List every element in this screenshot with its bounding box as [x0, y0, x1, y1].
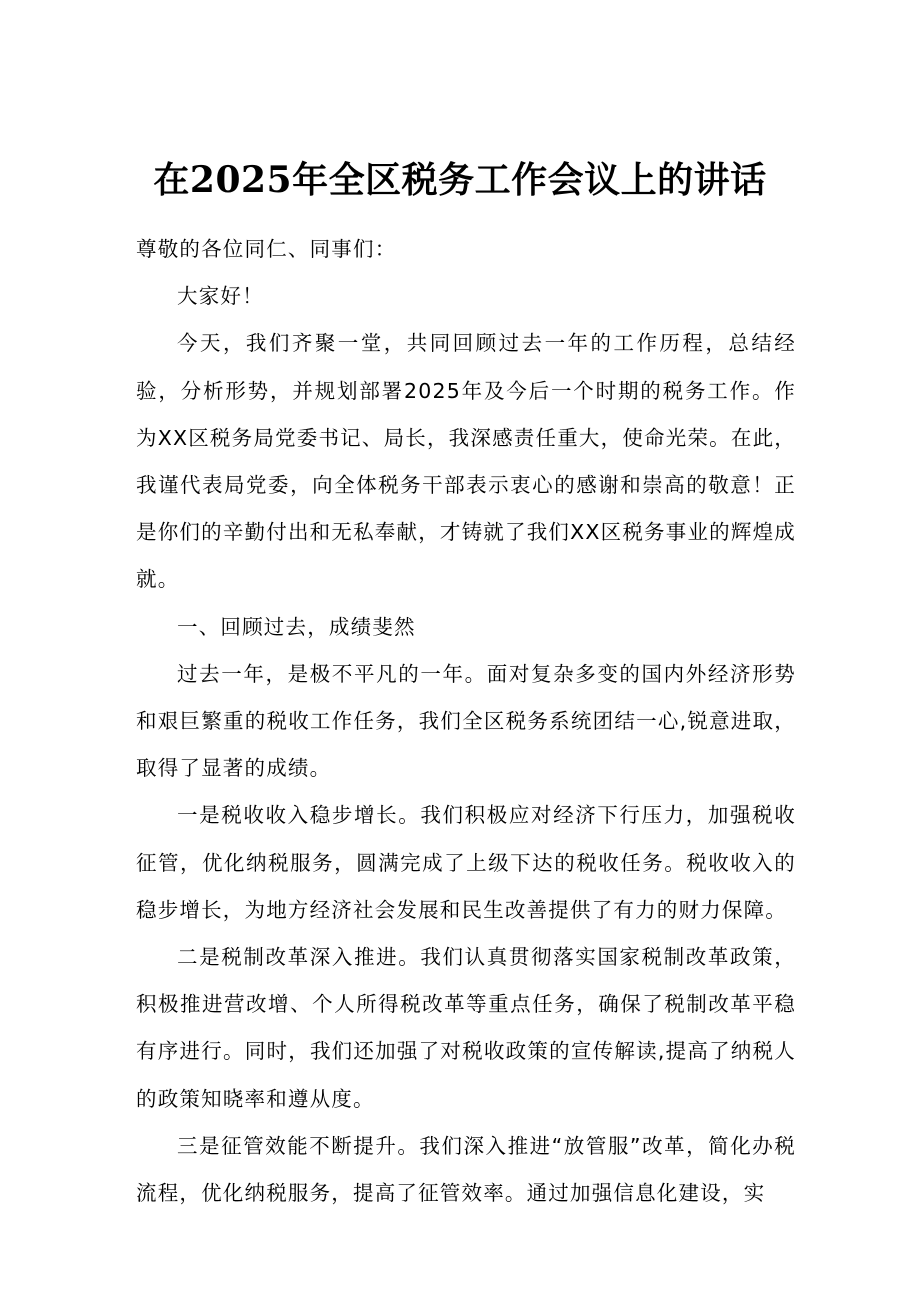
- intro-paragraph: 今天，我们齐聚一堂，共同回顾过去一年的工作历程，总结经验，分析形势，并规划部署2025年及今后一个时期的税务工作。作为XX区税务局党委书记、局长，我深感责任重大，使命光荣。在此，我谨代表局党委，向全体税务干部表示衷心的感谢和崇高的敬意！正是你们的辛勤付出和无私奉献，才铸就了我们XX区税务事业的辉煌成就。: [136, 331, 796, 592]
- body-paragraph: 一是税收收入稳步增长。我们积极应对经济下行压力，加强税收征管，优化纳税服务，圆满完成了上级下达的税收任务。税收收入的稳步增长，为地方经济社会发展和民生改善提供了有力的财力保障。: [136, 803, 796, 922]
- document-title: 在2025年全区税务工作会议上的讲话: [153, 159, 767, 201]
- body-paragraph: 三是征管效能不断提升。我们深入推进“放管服”改革，简化办税流程，优化纳税服务，提高了征管效率。通过加强信息化建设，实: [136, 1133, 796, 1206]
- body-paragraph: 二是税制改革深入推进。我们认真贯彻落实国家税制改革政策，积极推进营改增、个人所得税改革等重点任务，确保了税制改革平稳有序进行。同时，我们还加强了对税收政策的宣传解读,提高了纳税人的政策知晓率和遵从度。: [136, 945, 796, 1111]
- salutation-paragraph: 尊敬的各位同仁、同事们：: [136, 237, 397, 261]
- document-body: [136, 226, 796, 1217]
- greeting-paragraph: 大家好！: [177, 284, 264, 309]
- section-heading: 一、回顾过去，成绩斐然: [177, 614, 416, 639]
- body-paragraph: 过去一年，是极不平凡的一年。面对复杂多变的国内外经济形势和艰巨繁重的税收工作任务，我们全区税务系统团结一心,锐意进取，取得了显著的成绩。: [136, 661, 796, 781]
